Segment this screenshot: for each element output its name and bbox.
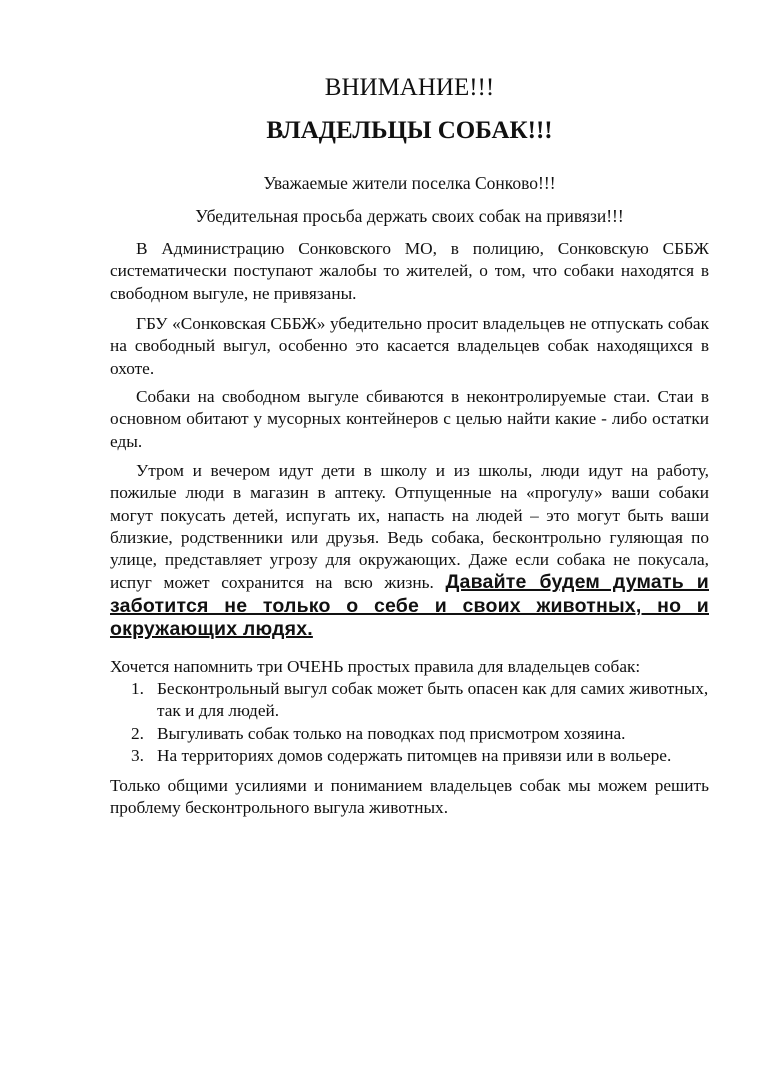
greeting-line: Уважаемые жители поселка Сонково!!! bbox=[263, 173, 556, 193]
rule-text: На территориях домов содержать питомцев на привязи или в вольере. bbox=[157, 745, 672, 765]
heading-attention: ВНИМАНИЕ!!! bbox=[324, 74, 495, 101]
emphasis-appeal: Давайте будем думать и заботится не только о себе и своих животных, но и окружающих людях. bbox=[110, 571, 709, 641]
request-line: Убедительная просьба держать своих собак на привязи!!! bbox=[195, 206, 624, 226]
rule-number: 1. bbox=[131, 679, 144, 698]
rules-intro: Хочется напомнить три ОЧЕНЬ простых правила для владельцев собак: bbox=[110, 657, 641, 676]
rule-text: Выгуливать собак только на поводках под присмотром хозяина. bbox=[157, 723, 626, 743]
rule-item bbox=[110, 723, 709, 745]
rule-number: 3. bbox=[131, 745, 144, 765]
paragraph-complaints: В Администрацию Сонковского МО, в полицию, Сонковскую СББЖ систематически поступают жалобы то жителей, о том, что собаки находятся в свободном выгуле, не привязаны. bbox=[110, 239, 709, 303]
rules-list bbox=[110, 678, 709, 767]
paragraph-danger-text: Утром и вечером идут дети в школу и из школы, люди идут на работу, пожилые люди в магазин в аптеку. Отпущенные на «прогулу» ваши собаки могут покусать детей, испугать их, напасть на людей – это могут быть ваши близкие, родственники или друзья. Ведь собака, бесконтрольно гуляющая по улице, представляет угрозу для окружающих. Даже если собака не покусала, испуг может сохранится на всю жизнь. bbox=[110, 461, 709, 593]
rule-item bbox=[110, 678, 709, 723]
rule-item bbox=[110, 745, 709, 767]
rule-number: 2. bbox=[131, 723, 144, 743]
paragraph-danger bbox=[110, 460, 709, 641]
paragraph-sbbzh-request: ГБУ «Сонковская СББЖ» убедительно просит владельцев не отпускать собак на свободный выгул, особенно это касается владельцев собак находящихся в охоте. bbox=[110, 314, 709, 378]
paragraph-packs: Собаки на свободном выгуле сбиваются в неконтролируемые стаи. Стаи в основном обитают у мусорных контейнеров с целью найти какие - либо остатки еды. bbox=[110, 387, 709, 451]
closing-paragraph: Только общими усилиями и пониманием владельцев собак мы можем решить проблему бесконтрольного выгула животных. bbox=[110, 776, 709, 818]
rule-text: Бесконтрольный выгул собак может быть опасен как для самих животных, так и для людей. bbox=[157, 679, 709, 721]
heading-dog-owners: ВЛАДЕЛЬЦЫ СОБАК!!! bbox=[266, 117, 553, 144]
